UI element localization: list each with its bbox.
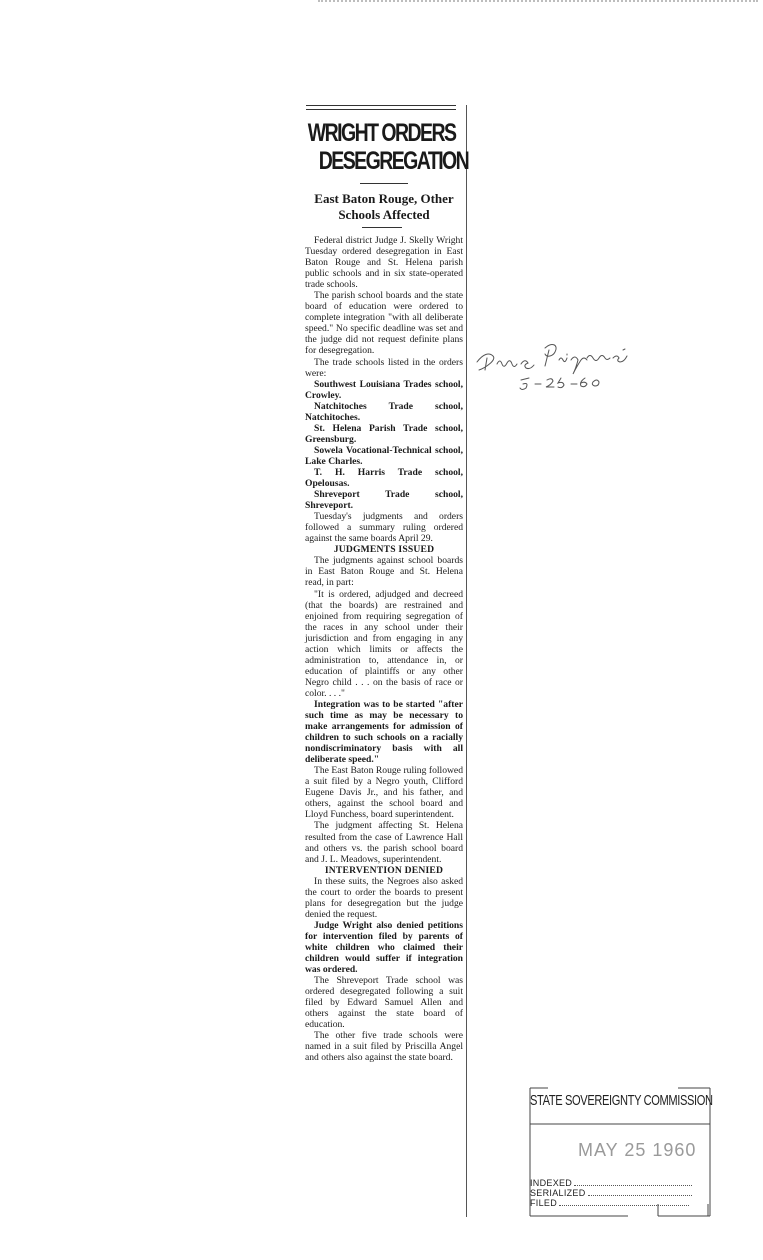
stamp-title: STATE SOVEREIGNTY COMMISSION [530,1092,713,1109]
newspaper-clipping [300,105,467,1217]
paragraph-11: Judge Wright also denied petitions for intervention filed by parents of white children who claimed their children would suffer if integration was ordered. [305,919,463,976]
subhead-rule [362,227,402,228]
school-list-item: Southwest Louisiana Trades school, Crowley. [305,378,463,401]
paragraph-8: The East Baton Rouge ruling followed a suit filed by a Negro youth, Clifford Eugene Davis Jr., and his father, and others, against the school board and Lloyd Funchess, board superintendent. [305,765,463,821]
paragraph-3: The trade schools listed in the orders were: [305,356,463,379]
stamp-serialized-label: SERIALIZED [530,1188,586,1198]
stamp-serialized-line [530,1188,692,1198]
paragraph-6: "It is ordered, adjudged and decreed (that the boards) are restrained and enjoined from requiring segregation of the races in any school under their jurisdiction and from engaging in any action which limits or affects the administration to, attendance in, or education of plaintiffs or any other Negro child . . . on the basis of race or color. . . ." [305,588,463,699]
article-headline [300,119,469,175]
stamp-date: MAY 25 1960 [578,1140,697,1160]
paragraph-10: In these suits, the Negroes also asked the court to order the boards to present plans for desegregation but the judge denied the request. [305,875,463,920]
school-list-item: Natchitoches Trade school, Natchitoches. [305,400,463,423]
school-list-item: T. H. Harris Trade school, Opelousas. [305,466,463,490]
stamp-filed-line [530,1198,689,1208]
clipping-top-rule [306,105,456,110]
headline-line-1: WRIGHT ORDERS [307,119,456,147]
paragraph-5: The judgments against school boards in East Baton Rouge and St. Helena read, in part: [305,555,463,589]
section-heading-intervention: INTERVENTION DENIED [324,864,444,876]
headline-rule [360,183,408,184]
stamp-indexed-fill [574,1185,692,1186]
paragraph-7: Integration was to be started "after such time as may be necessary to make arrangements for admission of children to such schools on a racially nondiscriminatory basis with all deliberate speed." [305,698,463,766]
paragraph-4: Tuesday's judgments and orders followed a summary ruling ordered against the same boards April 29. [305,511,463,545]
stamp-filed-fill [559,1205,689,1206]
paragraph-12: The Shreveport Trade school was ordered desegregated following a suit filed by Edward Samuel Allen and others against the state board of education. [305,975,463,1031]
handwriting-image [475,340,635,400]
paragraph-2: The parish school boards and the state board of education were ordered to complete integration "with all deliberate speed." No specific deadline was set and the judge did not request definite plans for desegregation. [305,290,463,357]
paragraph-1: Federal district Judge J. Skelly Wright Tuesday ordered desegregation in East Baton Rouge and St. Helena parish public schools and in six state-operated trade schools. [305,235,463,291]
article-body [305,235,463,1064]
stamp-indexed-line [530,1178,692,1188]
stamp-serialized-fill [588,1195,692,1196]
state-sovereignty-commission-stamp [528,1086,712,1220]
article-subhead: East Baton Rouge, Other Schools Affected [314,191,454,222]
stamp-filed-label: FILED [530,1198,558,1208]
school-list-item: Shreveport Trade school, Shreveport. [305,489,463,512]
school-list-item: St. Helena Parish Trade school, Greensburg. [305,422,463,445]
paragraph-13: The other five trade schools were named in a suit filed by Priscilla Angel and others also against the state board. [305,1030,463,1064]
section-heading-judgments: JUDGMENTS ISSUED [333,544,435,556]
stamp-indexed-label: INDEXED [530,1178,573,1188]
school-list-item: Sowela Vocational-Technical school, Lake Charles. [305,444,463,467]
handwritten-source-note [475,340,635,400]
headline-line-2: DESEGREGATION [318,147,469,175]
page-top-dotted-edge [318,0,758,5]
paragraph-9: The judgment affecting St. Helena resulted from the case of Lawrence Hall and others vs. the parish school board and J. L. Meadows, superintendent. [305,820,463,865]
